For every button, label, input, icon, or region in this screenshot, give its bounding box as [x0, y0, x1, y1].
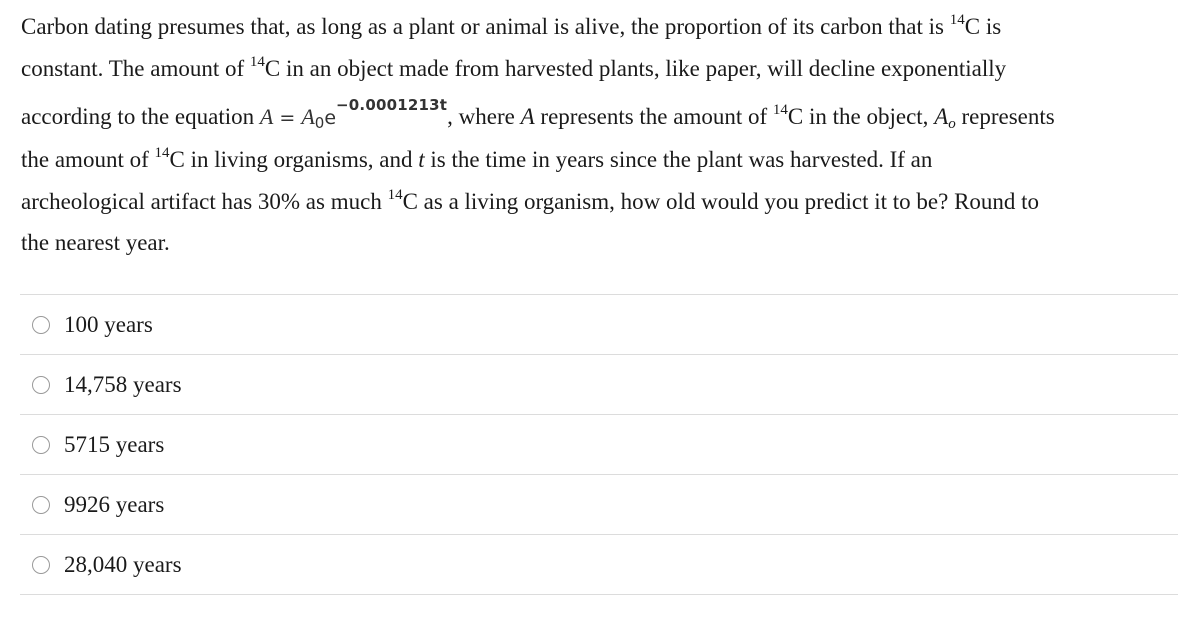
answer-option-4[interactable]: [20, 474, 1178, 534]
answer-label[interactable]: 5715 years: [64, 431, 165, 457]
radio-button-icon[interactable]: [32, 376, 50, 394]
answer-label[interactable]: 100 years: [64, 311, 153, 337]
radio-button-icon[interactable]: [32, 316, 50, 334]
answer-option-2[interactable]: [20, 354, 1178, 414]
answer-option-5[interactable]: [20, 534, 1178, 595]
question-line-2: constant. The amount of $^{14}$C in an object made from harvested plants, like paper, will decline exponentially: [21, 53, 1007, 81]
radio-button-icon[interactable]: [32, 436, 50, 454]
answer-label[interactable]: 9926 years: [64, 491, 165, 517]
question-line-4: the amount of $^{14}$C in living organisms, and t is the time in years since the plant was harvested. If an: [21, 145, 933, 172]
isotope-superscript: 14: [387, 186, 403, 203]
decay-equation: $A = A_0e^{-0.0001213t}$: [259, 96, 448, 132]
radio-button-icon[interactable]: [32, 496, 50, 514]
answer-label[interactable]: 14,758 years: [64, 371, 182, 397]
question-line-6: the nearest year.: [21, 230, 170, 255]
question-line-3: according to the equation $A = A_0e^{-0.0001213t}$, where A represents the amount of $^{14}$C in the object, Ao represents: [21, 89, 1181, 139]
radio-button-icon[interactable]: [32, 556, 50, 574]
answer-option-3[interactable]: [20, 414, 1178, 474]
question-line-5: archeological artifact has 30% as much $^{14}$C as a living organism, how old would you predict it to be? Round to: [21, 186, 1040, 214]
isotope-superscript: 14: [772, 102, 788, 118]
isotope-superscript: 14: [154, 145, 170, 161]
isotope-superscript: 14: [949, 12, 965, 28]
isotope-superscript: 14: [249, 53, 265, 70]
answer-choices: [20, 294, 1178, 595]
equation-exponent: −0.0001213t: [336, 96, 448, 114]
question-text: [21, 6, 1181, 264]
question-line-1: Carbon dating presumes that, as long as a plant or animal is alive, the proportion of its carbon that is $^{14}$C is: [21, 12, 1002, 39]
answer-label[interactable]: 28,040 years: [64, 551, 182, 577]
answer-option-1[interactable]: [20, 294, 1178, 354]
